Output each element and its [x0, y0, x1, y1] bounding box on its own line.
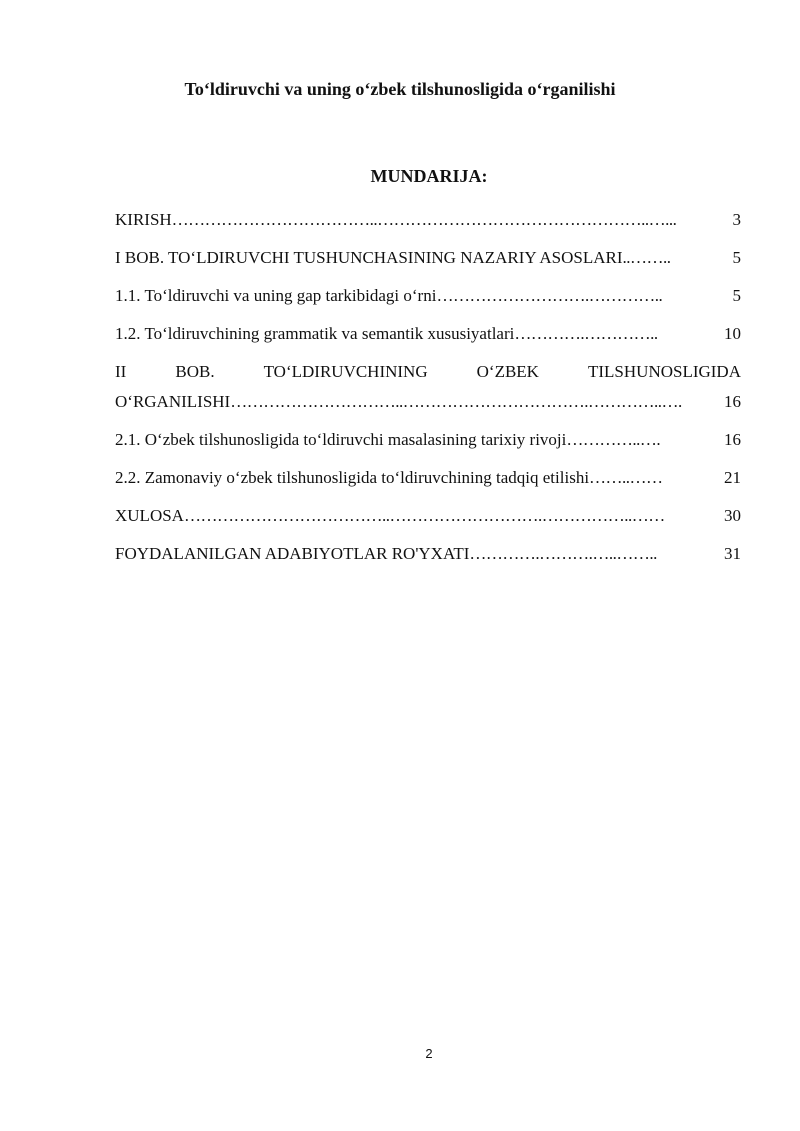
toc-heading: MUNDARIJA:	[370, 166, 488, 186]
toc-entry-2-2	[115, 463, 741, 493]
toc-entry-title-line	[115, 357, 741, 387]
table-of-contents	[115, 205, 741, 577]
toc-page-number: 16	[724, 430, 741, 449]
toc-page-number: 21	[724, 468, 741, 487]
toc-leader-dots: ………….……….…..……..	[469, 544, 657, 563]
toc-leader-dots: ………………………………..…………………………………………..…...	[171, 210, 677, 229]
toc-leader-dots: ………………………………..……………………….……………..……	[183, 506, 665, 525]
toc-leader-dots: …………………………..…………………………….…………..….	[230, 392, 682, 411]
toc-leader-dots: ………….…………..	[514, 324, 658, 343]
toc-word: II	[115, 362, 127, 381]
toc-entry-title: 1.2. To‘ldiruvchining grammatik va semantik xususiyatlari	[115, 324, 515, 343]
toc-entry-chapter-1	[115, 243, 741, 273]
document-title: To‘ldiruvchi va uning o‘zbek tilshunosligida o‘rganilishi	[184, 79, 616, 99]
toc-entry-title: 1.1. To‘ldiruvchi va uning gap tarkibidagi o‘rni	[115, 286, 437, 305]
toc-entry-title: KIRISH	[115, 210, 172, 229]
toc-page-number: 5	[732, 248, 741, 267]
toc-page-number: 5	[732, 286, 741, 305]
toc-entry-1-2	[115, 319, 741, 349]
toc-entry-kirish	[115, 205, 741, 235]
toc-leader-dots: ……..……	[589, 468, 663, 487]
toc-word: TO‘LDIRUVCHINING	[263, 362, 428, 381]
toc-word: O‘ZBEK	[476, 362, 539, 381]
toc-entry-title: XULOSA	[115, 506, 184, 525]
toc-page-number: 3	[732, 210, 741, 229]
toc-leader-dots: ..……..	[622, 248, 671, 267]
toc-word: BOB.	[175, 362, 215, 381]
toc-page-number: 16	[724, 392, 741, 411]
toc-entry-continuation-line	[115, 387, 741, 417]
toc-entry-title: FOYDALANILGAN ADABIYOTLAR RO'YXATI	[115, 544, 470, 563]
toc-leader-dots: …………..….	[566, 430, 661, 449]
toc-entry-title: 2.1. O‘zbek tilshunosligida to‘ldiruvchi masalasining tarixiy rivoji	[115, 430, 567, 449]
toc-entry-title: I BOB. TO‘LDIRUVCHI TUSHUNCHASINING NAZARIY ASOSLARI	[115, 248, 623, 267]
toc-page-number: 30	[724, 506, 741, 525]
toc-entry-1-1	[115, 281, 741, 311]
toc-entry-xulosa	[115, 501, 741, 531]
page-number: 2	[425, 1046, 433, 1061]
toc-entry-2-1	[115, 425, 741, 455]
toc-page-number: 10	[724, 324, 741, 343]
toc-entry-title: 2.2. Zamonaviy o‘zbek tilshunosligida to‘ldiruvchining tadqiq etilishi	[115, 468, 590, 487]
toc-page-number: 31	[724, 544, 741, 563]
toc-entry-title: O‘RGANILISHI	[115, 392, 231, 411]
toc-entry-references	[115, 539, 741, 569]
toc-leader-dots: ……………………….…………..	[436, 286, 663, 305]
toc-entry-chapter-2	[115, 357, 741, 417]
toc-word: TILSHUNOSLIGIDA	[588, 362, 741, 381]
